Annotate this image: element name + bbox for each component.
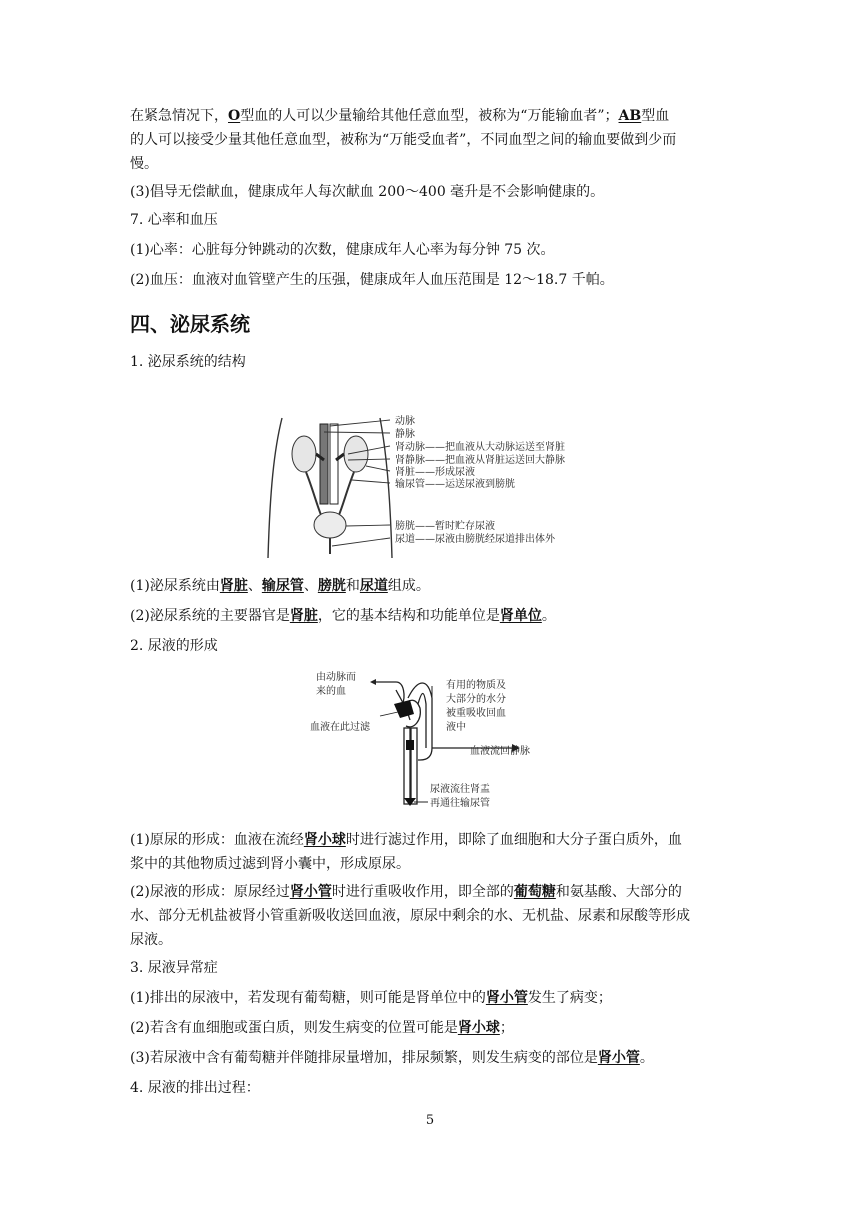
heading-urine-abnormality: 3. 尿液异常症: [130, 960, 218, 976]
fig1-label-2: 肾动脉——把血液从大动脉运送至肾脏: [395, 442, 565, 453]
paragraph-blood-type-line-2: 的人可以接受少量其他任意血型，被称为“万能受血者”，不同血型之间的输血要做到少而: [130, 132, 677, 148]
paragraph-abnormal-2: (2)若含有血细胞或蛋白质，则发生病变的位置可能是肾小球；: [130, 1020, 514, 1036]
fig1-label-7: 尿道——尿液由膀胱经尿道排出体外: [395, 534, 555, 545]
fig1-label-1: 静脉: [395, 429, 415, 440]
section-title-urinary-system: 四、泌尿系统: [130, 312, 250, 336]
paragraph-blood-pressure: (2)血压：血液对血管壁产生的压强，健康成年人血压范围是 12～18.7 千帕。: [130, 272, 614, 288]
fig2-label-4: 大部分的水分: [446, 694, 506, 705]
page-number: 5: [425, 1113, 435, 1128]
paragraph-abnormal-1: (1)排出的尿液中，若发现有葡萄糖，则可能是肾单位中的肾小管发生了病变；: [130, 990, 612, 1006]
answer-o: O: [228, 108, 241, 124]
fig2-label-6: 液中: [446, 722, 466, 733]
urinary-system-figure: [262, 410, 607, 562]
fig2-label-2: 血液在此过滤: [310, 722, 370, 733]
fig2-label-1: 来的血: [316, 686, 346, 697]
heading-urine-excretion: 4. 尿液的排出过程：: [130, 1080, 260, 1096]
fig2-label-0: 由动脉而: [316, 672, 356, 683]
fig1-label-4: 肾脏——形成尿液: [395, 467, 475, 478]
paragraph-urine-formation-1: (2)尿液的形成：原尿经过肾小管时进行重吸收作用，即全部的葡萄糖和氨基酸、大部分的: [130, 884, 682, 900]
paragraph-urine-formation-2: 水、部分无机盐被肾小管重新吸收送回血液，原尿中剩余的水、无机盐、尿素和尿酸等形成: [130, 908, 690, 924]
fig1-label-5: 输尿管——运送尿液到膀胱: [395, 479, 515, 490]
paragraph-urine-formation-3: 尿液。: [130, 932, 172, 948]
paragraph-main-organ: (2)泌尿系统的主要器官是肾脏，它的基本结构和功能单位是肾单位。: [130, 608, 556, 624]
paragraph-heart-rate: (1)心率：心脏每分钟跳动的次数，健康成年人心率为每分钟 75 次。: [130, 242, 555, 258]
paragraph-primary-urine-2: 浆中的其他物质过滤到肾小囊中，形成原尿。: [130, 856, 410, 872]
fig2-label-3: 有用的物质及: [446, 680, 506, 691]
fig2-label-9: 再通往输尿管: [430, 798, 490, 809]
fig1-label-0: 动脉: [395, 416, 415, 427]
heading-heart-rate: 7. 心率和血压: [130, 212, 218, 228]
heading-urinary-structure: 1. 泌尿系统的结构: [130, 354, 246, 370]
nephron-figure: [310, 668, 580, 818]
fig1-label-6: 膀胱——暂时贮存尿液: [395, 521, 495, 532]
paragraph-blood-type-line-1: 在紧急情况下，O型血的人可以少量输给其他任意血型，被称为“万能输血者”；AB型血: [130, 108, 670, 124]
fig1-label-3: 肾静脉——把血液从肾脏运送回大静脉: [395, 455, 565, 466]
paragraph-blood-donation: (3)倡导无偿献血，健康成年人每次献血 200～400 毫升是不会影响健康的。: [130, 184, 605, 200]
answer-ab: AB: [618, 108, 642, 124]
paragraph-urinary-organs: (1)泌尿系统由肾脏、输尿管、膀胱和尿道组成。: [130, 578, 430, 594]
fig2-label-8: 尿液流往肾盂: [430, 784, 490, 795]
fig2-label-7: 血液流回静脉: [470, 746, 530, 757]
paragraph-blood-type-line-3: 慢。: [130, 156, 158, 172]
paragraph-primary-urine-1: (1)原尿的形成：血液在流经肾小球时进行滤过作用，即除了血细胞和大分子蛋白质外，血: [130, 832, 682, 848]
paragraph-abnormal-3: (3)若尿液中含有葡萄糖并伴随排尿量增加，排尿频繁，则发生病变的部位是肾小管。: [130, 1050, 654, 1066]
fig2-label-5: 被重吸收回血: [446, 708, 506, 719]
heading-urine-formation: 2. 尿液的形成: [130, 638, 218, 654]
